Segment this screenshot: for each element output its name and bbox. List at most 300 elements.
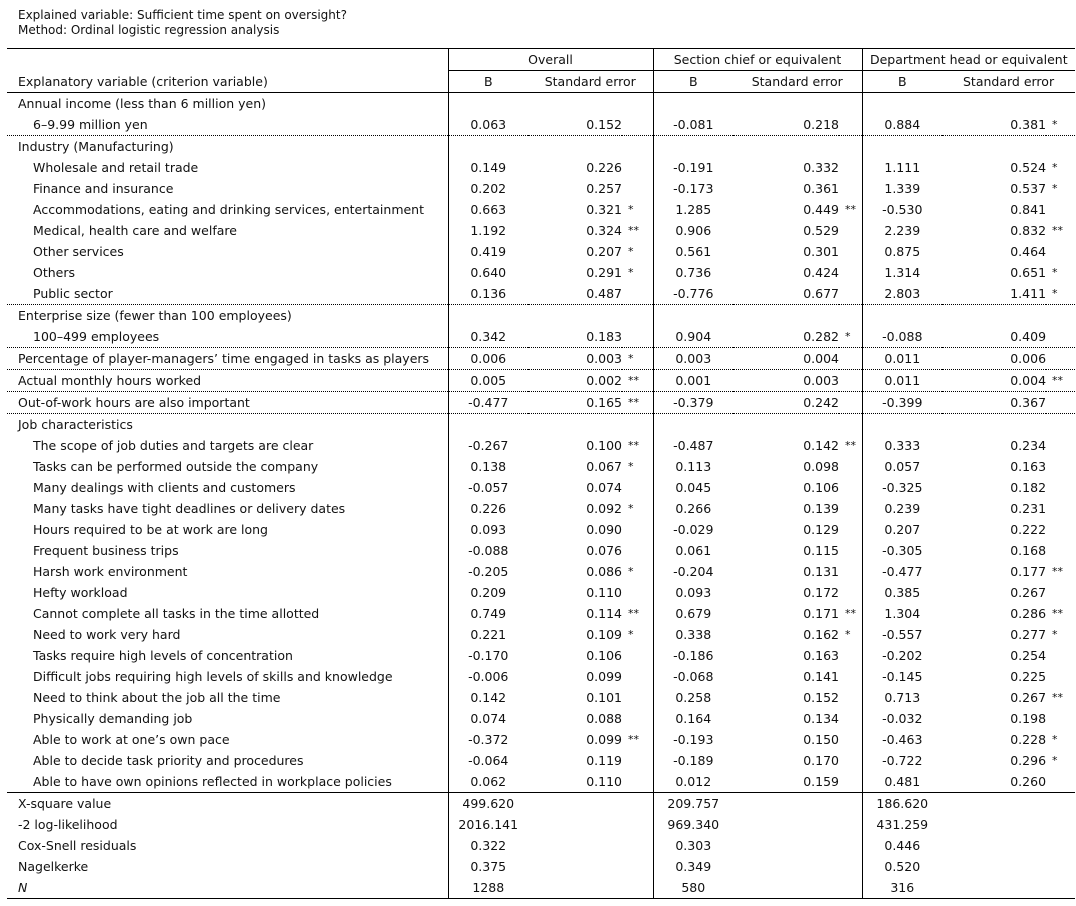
significance-mark: ** [1052,607,1064,620]
coefficient-b: -0.205 [448,561,528,582]
significance-mark: ** [1052,224,1064,237]
column-header-variable: Explanatory variable (criterion variable) [7,71,448,93]
table-row [7,220,1075,241]
coefficient-b: 0.875 [862,241,942,262]
significance-mark [839,114,862,136]
empty-cell [622,136,653,158]
row-label: Difficult jobs requiring high levels of skills and knowledge [33,669,393,684]
table-row [7,93,1075,115]
standard-error: 0.361 [803,181,840,196]
significance-mark: ** [628,224,639,237]
significance-mark: * [628,266,634,279]
row-label: Tasks require high levels of concentration [33,648,293,663]
standard-error: 0.092 [586,501,622,516]
row-label: Medical, health care and welfare [33,223,237,238]
significance-mark: * [1046,114,1075,136]
table-row [7,540,1075,561]
coefficient-b: 0.045 [653,477,733,498]
standard-error: 0.141 [803,669,840,684]
stats-value: 0.303 [653,835,733,856]
significance-mark [839,687,862,708]
coefficient-b: -0.530 [862,199,942,220]
standard-error: 0.832 [1010,223,1047,238]
row-label: Out-of-work hours are also important [7,392,448,414]
significance-mark: * [1052,733,1058,746]
table-row [7,624,1075,645]
standard-error: 0.142 [803,438,840,453]
coefficient-b: -0.202 [862,645,942,666]
standard-error: 0.225 [1010,669,1047,684]
coefficient-b: 0.342 [448,326,528,348]
coefficient-b: -0.379 [653,392,733,414]
significance-mark [1046,582,1075,603]
coefficient-b: 0.266 [653,498,733,519]
significance-mark [1046,326,1075,348]
coefficient-b: -0.477 [862,561,942,582]
group-header-row [7,49,1075,71]
significance-mark: * [628,565,634,578]
significance-mark [839,561,862,582]
coefficient-b: 1.339 [862,178,942,199]
significance-mark [839,392,862,414]
standard-error: 0.254 [1010,648,1047,663]
row-label: Hours required to be at work are long [33,522,268,537]
standard-error: 0.098 [803,459,840,474]
coefficient-b: -0.189 [653,750,733,771]
empty-cell [653,93,733,115]
empty-cell [1046,793,1075,815]
empty-cell [733,93,839,115]
coefficient-b: 0.011 [862,348,942,370]
empty-cell [862,305,942,327]
significance-mark [839,220,862,241]
empty-cell [942,856,1046,877]
coefficient-b: 0.093 [448,519,528,540]
coefficient-b: 0.736 [653,262,733,283]
empty-cell [528,814,622,835]
standard-error: 0.003 [733,370,839,392]
significance-mark [622,645,653,666]
coefficient-b: 0.385 [862,582,942,603]
empty-cell [1046,877,1075,899]
significance-mark [1046,392,1075,414]
row-label: Harsh work environment [33,564,188,579]
empty-cell [528,93,622,115]
row-label: 6–9.99 million yen [7,114,448,136]
row-label: Cannot complete all tasks in the time allotted [33,606,320,621]
significance-mark [839,477,862,498]
column-header-se: Standard error [942,71,1075,93]
row-label: Annual income (less than 6 million yen) [18,96,267,111]
significance-mark [622,540,653,561]
standard-error: 0.177 [1010,564,1047,579]
empty-cell [942,414,1046,436]
table-row [7,114,1075,136]
empty-cell [733,136,839,158]
standard-error: 0.234 [1010,438,1047,453]
coefficient-b: 0.679 [653,603,733,624]
significance-mark [1046,498,1075,519]
coefficient-b: -0.325 [862,477,942,498]
empty-cell [942,93,1046,115]
significance-mark: ** [845,607,857,620]
empty-cell [448,93,528,115]
empty-cell [733,305,839,327]
empty-cell [839,835,862,856]
coefficient-b: -0.064 [448,750,528,771]
table-row [7,519,1075,540]
standard-error: 0.159 [733,771,839,793]
coefficient-b: 0.663 [448,199,528,220]
coefficient-b: 0.093 [653,582,733,603]
table-row [7,645,1075,666]
coefficient-b: 0.338 [653,624,733,645]
row-label: 100–499 employees [7,326,448,348]
empty-cell [942,136,1046,158]
empty-cell [839,414,862,436]
standard-error: 0.286 [1010,606,1047,621]
empty-cell [622,414,653,436]
empty-cell [1046,856,1075,877]
coefficient-b: 0.063 [448,114,528,136]
empty-cell [862,136,942,158]
standard-error: 0.134 [803,711,840,726]
coefficient-b: 1.314 [862,262,942,283]
empty-cell [1046,136,1075,158]
standard-error: 0.296 [1010,753,1047,768]
row-label: Industry (Manufacturing) [18,139,174,154]
empty-cell [1046,305,1075,327]
table-row [7,283,1075,305]
table-row [7,666,1075,687]
empty-cell [528,414,622,436]
standard-error: 0.067 [586,459,622,474]
standard-error: 0.524 [1010,160,1047,175]
empty-cell [622,856,653,877]
significance-mark [1046,771,1075,793]
standard-error: 0.163 [803,648,840,663]
significance-mark: * [622,348,653,370]
stats-label: N [7,877,448,899]
row-label: Physically demanding job [33,711,193,726]
standard-error: 0.537 [1010,181,1047,196]
empty-cell [622,877,653,899]
standard-error: 0.004 [942,370,1046,392]
empty-cell [448,136,528,158]
table-row [7,178,1075,199]
table-row [7,708,1075,729]
empty-cell [733,835,839,856]
significance-mark: * [628,245,634,258]
significance-mark: ** [1046,370,1075,392]
significance-mark [1046,456,1075,477]
table-row [7,199,1075,220]
standard-error: 0.260 [942,771,1046,793]
significance-mark [839,262,862,283]
standard-error: 0.115 [803,543,840,558]
empty-cell [733,793,839,815]
stats-value: 1288 [448,877,528,899]
standard-error: 0.277 [1010,627,1047,642]
coefficient-b: -0.267 [448,435,528,456]
table-caption [18,8,347,38]
group-section-chief: Section chief or equivalent [653,49,862,71]
significance-mark [839,348,862,370]
significance-mark: * [1052,266,1058,279]
table-row [7,435,1075,456]
coefficient-b: 0.164 [653,708,733,729]
coefficient-b: 1.285 [653,199,733,220]
empty-cell [862,414,942,436]
coefficient-b: -0.170 [448,645,528,666]
coefficient-b: 0.138 [448,456,528,477]
coefficient-b: -0.032 [862,708,942,729]
significance-mark [1046,519,1075,540]
significance-mark [622,771,653,793]
empty-cell [942,305,1046,327]
standard-error: 0.242 [733,392,839,414]
standard-error: 0.677 [733,283,839,305]
standard-error: 0.101 [586,690,622,705]
stats-value: 0.349 [653,856,733,877]
standard-error: 0.183 [528,326,622,348]
empty-cell [448,305,528,327]
empty-cell [528,835,622,856]
significance-mark: * [628,203,634,216]
row-label: Frequent business trips [33,543,179,558]
row-label: Able to work at one’s own pace [33,732,230,747]
standard-error: 0.119 [586,753,622,768]
significance-mark [839,498,862,519]
stats-value: 0.322 [448,835,528,856]
significance-mark [839,666,862,687]
significance-mark: * [839,326,862,348]
significance-mark [839,241,862,262]
standard-error: 0.332 [803,160,840,175]
standard-error: 0.367 [942,392,1046,414]
standard-error: 0.170 [803,753,840,768]
coefficient-b: -0.029 [653,519,733,540]
significance-mark [622,326,653,348]
coefficient-b: -0.191 [653,157,733,178]
stats-row [7,856,1075,877]
stats-value: 0.520 [862,856,942,877]
coefficient-b: 0.062 [448,771,528,793]
empty-cell [839,877,862,899]
group-department-head: Department head or equivalent [862,49,1075,71]
coefficient-b: 0.904 [653,326,733,348]
significance-mark [622,283,653,305]
row-label: Tasks can be performed outside the company [33,459,319,474]
coefficient-b: 0.226 [448,498,528,519]
significance-mark [622,157,653,178]
empty-cell [653,136,733,158]
empty-cell [1046,93,1075,115]
standard-error: 0.110 [586,585,622,600]
standard-error: 0.106 [586,648,622,663]
stats-value: 316 [862,877,942,899]
standard-error: 0.003 [528,348,622,370]
empty-cell [733,877,839,899]
standard-error: 0.171 [803,606,840,621]
stats-value: 0.375 [448,856,528,877]
stats-label: Nagelkerke [18,859,89,874]
empty-cell [653,414,733,436]
row-label: Finance and insurance [33,181,174,196]
significance-mark: * [628,460,634,473]
significance-mark [839,157,862,178]
standard-error: 0.088 [586,711,622,726]
stats-row [7,814,1075,835]
coefficient-b: 0.221 [448,624,528,645]
table-row [7,456,1075,477]
significance-mark: ** [1052,565,1064,578]
stats-value: 0.446 [862,835,942,856]
standard-error: 0.004 [733,348,839,370]
empty-cell [622,793,653,815]
standard-error: 0.131 [803,564,840,579]
significance-mark [1046,435,1075,456]
standard-error: 0.487 [528,283,622,305]
significance-mark [1046,540,1075,561]
significance-mark [1046,241,1075,262]
stats-value: 431.259 [862,814,942,835]
standard-error: 0.424 [803,265,840,280]
standard-error: 0.651 [1010,265,1047,280]
significance-mark: ** [628,733,639,746]
empty-cell [528,856,622,877]
coefficient-b: -0.463 [862,729,942,750]
standard-error: 0.449 [803,202,840,217]
standard-error: 0.109 [586,627,622,642]
standard-error: 0.228 [1010,732,1047,747]
significance-mark: * [1052,628,1058,641]
standard-error: 0.226 [586,160,622,175]
standard-error: 0.207 [586,244,622,259]
standard-error: 0.267 [1010,585,1047,600]
coefficient-b: -0.081 [653,114,733,136]
column-header-b: B [448,71,528,93]
empty-cell [528,793,622,815]
standard-error: 0.381 [942,114,1046,136]
significance-mark: ** [845,203,857,216]
significance-mark [622,114,653,136]
significance-mark [839,708,862,729]
stats-value: 580 [653,877,733,899]
coefficient-b: 0.906 [653,220,733,241]
column-header-b: B [862,71,942,93]
table-row [7,729,1075,750]
significance-mark [839,456,862,477]
standard-error: 0.222 [1010,522,1047,537]
standard-error: 0.291 [586,265,622,280]
empty-cell [839,856,862,877]
stats-row [7,835,1075,856]
row-label: Job characteristics [18,417,133,432]
empty-cell [622,305,653,327]
empty-cell [622,814,653,835]
standard-error: 0.172 [803,585,840,600]
table-row [7,136,1075,158]
coefficient-b: -0.372 [448,729,528,750]
coefficient-b: -0.006 [448,666,528,687]
table-row [7,262,1075,283]
column-header-b: B [653,71,733,93]
coefficient-b: 0.149 [448,157,528,178]
table-row [7,157,1075,178]
standard-error: 0.150 [803,732,840,747]
significance-mark [622,687,653,708]
table-row [7,582,1075,603]
stats-label: X-square value [18,796,112,811]
significance-mark [839,582,862,603]
standard-error: 0.231 [1010,501,1047,516]
coefficient-b: 0.202 [448,178,528,199]
coefficient-b: 0.207 [862,519,942,540]
standard-error: 0.162 [803,627,840,642]
table-row [7,561,1075,582]
coefficient-b: -0.173 [653,178,733,199]
significance-mark: ** [628,439,639,452]
standard-error: 0.198 [1010,711,1047,726]
significance-mark [622,582,653,603]
coefficient-b: 0.884 [862,114,942,136]
coefficient-b: 0.011 [862,370,942,392]
stats-value: 2016.141 [448,814,528,835]
coefficient-b: 0.136 [448,283,528,305]
standard-error: 0.076 [586,543,622,558]
standard-error: 0.090 [586,522,622,537]
standard-error: 0.257 [586,181,622,196]
significance-mark [839,519,862,540]
significance-mark: ** [628,607,639,620]
standard-error: 0.165 [528,392,622,414]
empty-cell [839,93,862,115]
significance-mark: * [628,502,634,515]
empty-cell [653,305,733,327]
standard-error: 0.182 [1010,480,1047,495]
significance-mark [622,750,653,771]
row-label: Able to have own opinions reflected in workplace policies [7,771,448,793]
row-label: Need to work very hard [33,627,181,642]
coefficient-b: 0.001 [653,370,733,392]
table-row [7,414,1075,436]
empty-cell [1046,414,1075,436]
significance-mark: * [1052,754,1058,767]
table-row [7,498,1075,519]
row-label: Able to decide task priority and procedures [33,753,304,768]
standard-error: 0.464 [1010,244,1047,259]
coefficient-b: 2.239 [862,220,942,241]
significance-mark: ** [622,392,653,414]
significance-mark: * [628,628,634,641]
standard-error: 0.841 [1010,202,1047,217]
coefficient-b: -0.068 [653,666,733,687]
coefficient-b: 0.012 [653,771,733,793]
table-row [7,477,1075,498]
significance-mark [839,729,862,750]
regression-table [7,48,1075,899]
coefficient-b: -0.204 [653,561,733,582]
row-label: Actual monthly hours worked [7,370,448,392]
standard-error: 0.129 [803,522,840,537]
standard-error: 0.152 [803,690,840,705]
standard-error: 0.168 [1010,543,1047,558]
coefficient-b: -0.145 [862,666,942,687]
row-label: Other services [33,244,124,259]
column-header-se: Standard error [528,71,653,93]
significance-mark: * [1052,161,1058,174]
